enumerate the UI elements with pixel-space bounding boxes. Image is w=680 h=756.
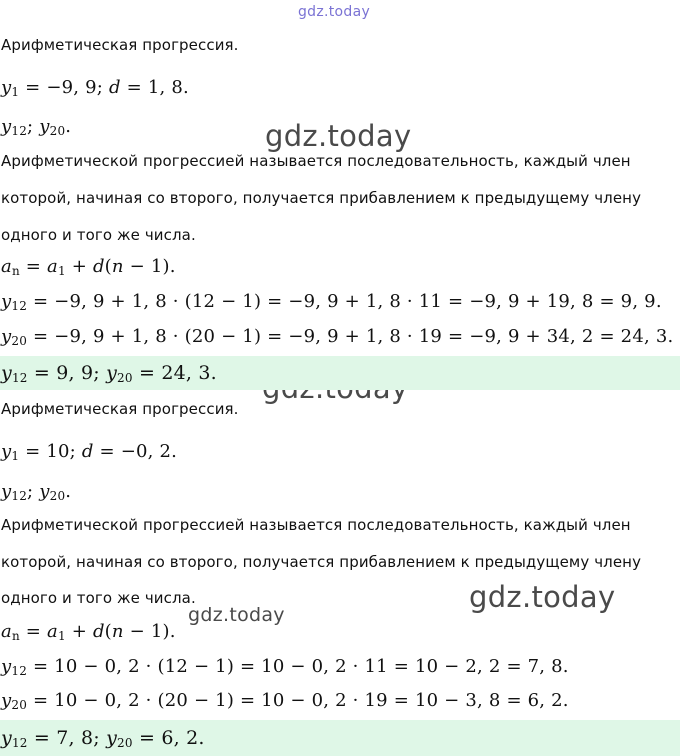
section2-heading: Арифметическая прогрессия. [1, 400, 239, 418]
section2-calc-y20: $y_{20} = 10 - 0$, 2 · (20 − 1) = 10 − 0, 2 · 19 = 10 − 3, 8 = 6, 2. [1, 690, 569, 712]
section2-calc-y12: $y_{12} = 10 - 0$, 2 · (12 − 1) = 10 − 0, 2 · 11 = 10 − 2, 2 = 7, 8. [1, 656, 569, 678]
watermark-top: gdz.today [298, 4, 371, 20]
section1-calc-y12: $y_{12} = -9$, 9 + 1, 8 · (12 − 1) = −9, 9 + 1, 8 · 11 = −9, 9 + 19, 8 = 9, 9. [1, 291, 662, 313]
section2-formula: $a_n = a_1 + d(n - 1)$. [1, 621, 176, 643]
section1-given: $y_1 = -9$, 9; d = 1, 8. [1, 77, 189, 99]
section2-find: $y_{12}$; $y_{20}$. [1, 481, 72, 503]
section2-answer-box [0, 720, 680, 756]
watermark-3: gdz.today [469, 580, 616, 614]
watermark-4: gdz.today [188, 604, 285, 626]
section1-find: $y_{12}$; $y_{20}$. [1, 116, 72, 138]
section1-calc-y20: $y_{20} = -9$, 9 + 1, 8 · (20 − 1) = −9, 9 + 1, 8 · 19 = −9, 9 + 34, 2 = 24, 3. [1, 326, 674, 348]
section1-definition-line2: которой, начиная со второго, получается прибавлением к предыдущему члену [1, 189, 642, 207]
watermark-1: gdz.today [265, 119, 412, 153]
section1-heading: Арифметическая прогрессия. [1, 36, 239, 54]
section1-formula: $a_n = a_1 + d(n - 1)$. [1, 256, 176, 278]
section2-answer: $y_{12} = 7$, 8; $y_{20} = 6$, 2. [1, 727, 205, 750]
section2-definition-line1: Арифметической прогрессией называется последовательность, каждый член [1, 516, 631, 534]
section1-answer: $y_{12} = 9$, 9; $y_{20} = 24$, 3. [1, 362, 217, 385]
section2-definition-line3: одного и того же числа. [1, 589, 196, 607]
section1-definition-line3: одного и того же числа. [1, 226, 196, 244]
section2-definition-line2: которой, начиная со второго, получается прибавлением к предыдущему члену [1, 553, 642, 571]
section2-given: $y_1 = 10$; d = −0, 2. [1, 441, 178, 463]
section1-answer-box [0, 356, 680, 390]
section1-definition-line1: Арифметической прогрессией называется последовательность, каждый член [1, 152, 631, 170]
